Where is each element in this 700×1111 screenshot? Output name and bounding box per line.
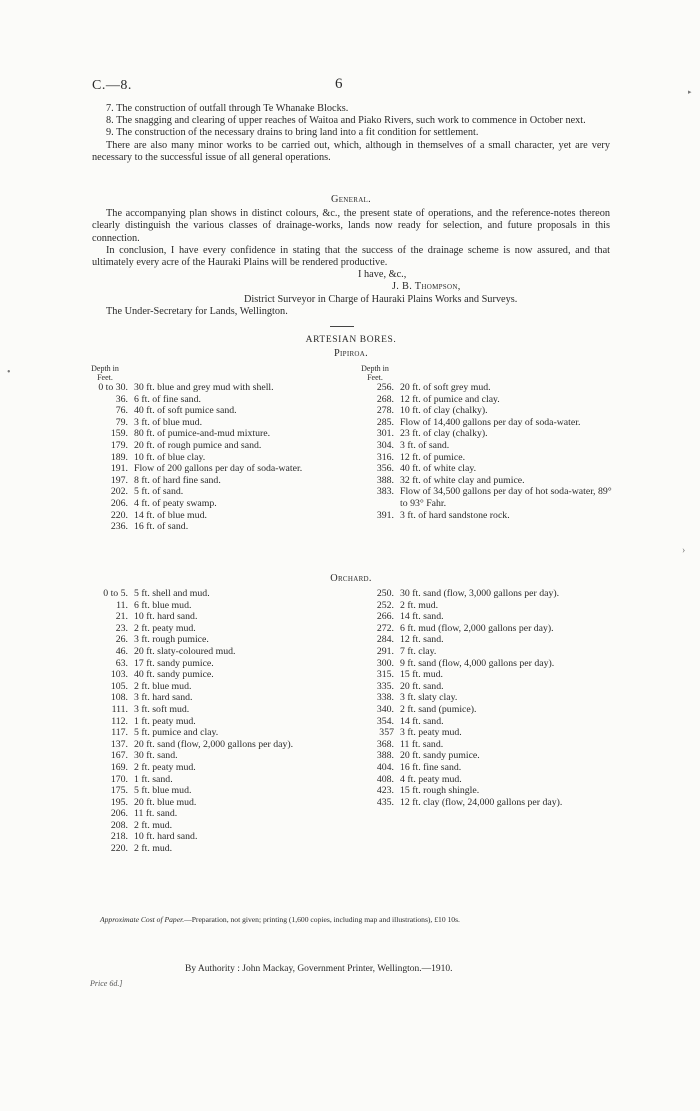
cost-of-paper bbox=[100, 915, 460, 924]
stratum-description: 2 ft. peaty mud. bbox=[134, 622, 196, 634]
bore-log-row bbox=[356, 646, 612, 658]
depth-value: 236. bbox=[110, 521, 128, 533]
stratum-description: 6 ft. blue mud. bbox=[134, 599, 192, 611]
stratum-description: 1 ft. peaty mud. bbox=[134, 715, 196, 727]
stratum-description: 30 ft. sand. bbox=[134, 750, 178, 762]
depth-value: 368. bbox=[376, 738, 394, 750]
depth-value: 159. bbox=[110, 428, 128, 440]
depth-value: 423. bbox=[376, 785, 394, 797]
stratum-description: 23 ft. of clay (chalky). bbox=[400, 428, 488, 440]
price-note: Price 6d.] bbox=[90, 979, 123, 988]
bore-log-row bbox=[82, 486, 344, 498]
bore-log-row bbox=[356, 394, 612, 406]
depth-value: 36. bbox=[115, 393, 128, 405]
depth-value: 388. bbox=[376, 474, 394, 486]
depth-value: 191. bbox=[110, 463, 128, 475]
bore-log-row bbox=[356, 463, 612, 475]
stratum-description: 14 ft. of blue mud. bbox=[134, 509, 207, 521]
depth-value: 391. bbox=[376, 509, 394, 521]
stratum-description: 15 ft. mud. bbox=[400, 669, 443, 681]
depth-value: 169. bbox=[110, 761, 128, 773]
stratum-description: 2 ft. mud. bbox=[134, 843, 173, 855]
stratum-description: 2 ft. peaty mud. bbox=[134, 761, 196, 773]
bore-log-row bbox=[356, 774, 612, 786]
stratum-description: 3 ft. slaty clay. bbox=[400, 692, 458, 704]
stratum-description: 5 ft. shell and mud. bbox=[134, 588, 210, 599]
bore-log-row bbox=[82, 797, 344, 809]
bore-log-row bbox=[356, 600, 612, 612]
depth-value: 175. bbox=[110, 785, 128, 797]
stratum-description: 16 ft. of sand. bbox=[134, 521, 189, 533]
bore-log-row bbox=[82, 510, 344, 522]
bore-log-row bbox=[82, 727, 344, 739]
bore-log-row bbox=[82, 716, 344, 728]
depth-value: 356. bbox=[376, 463, 394, 475]
bore-log-row bbox=[82, 634, 344, 646]
stratum-description: 3 ft. of hard sandstone rock. bbox=[400, 509, 510, 521]
depth-value: 357 bbox=[379, 727, 394, 739]
depth-value: 220. bbox=[110, 509, 128, 521]
depth-value: 0 to 30. bbox=[98, 382, 128, 393]
report-reference: C.—8. bbox=[92, 78, 132, 93]
bore-log-row bbox=[356, 417, 612, 429]
stratum-description: 3 ft. hard sand. bbox=[134, 692, 193, 704]
stratum-description: 2 ft. mud. bbox=[400, 599, 439, 611]
artesian-heading: ARTESIAN BORES. bbox=[305, 335, 397, 345]
bore-log-row bbox=[356, 797, 612, 809]
bore-log-row bbox=[82, 463, 344, 475]
depth-value: 404. bbox=[376, 761, 394, 773]
works-list bbox=[92, 103, 610, 164]
scan-mark: ▸ bbox=[688, 88, 692, 96]
bore-log-row bbox=[356, 716, 612, 728]
bore-log-row bbox=[356, 727, 612, 739]
stratum-description: 3 ft. peaty mud. bbox=[400, 727, 462, 739]
bore-log-row bbox=[82, 428, 344, 440]
depth-value: 250. bbox=[376, 588, 394, 599]
stratum-description: 20 ft. sand (flow, 2,000 gallons per day). bbox=[134, 738, 294, 750]
stratum-description: 10 ft. hard sand. bbox=[134, 831, 198, 843]
stratum-description: 10 ft. of clay (chalky). bbox=[400, 405, 488, 417]
depth-value: 137. bbox=[110, 738, 128, 750]
bore-log-row bbox=[82, 750, 344, 762]
stratum-description: 6 ft. of fine sand. bbox=[134, 393, 201, 405]
depth-value: 167. bbox=[110, 750, 128, 762]
depth-value: 388. bbox=[376, 750, 394, 762]
bore-log-row bbox=[356, 750, 612, 762]
bore-log-row bbox=[356, 785, 612, 797]
depth-value: 11. bbox=[116, 599, 128, 611]
stratum-description: 5 ft. blue mud. bbox=[134, 785, 192, 797]
stratum-description: Flow of 34,500 gallons per day of hot soda-water, 89° to 93° Fahr. bbox=[400, 486, 612, 509]
depth-value: 220. bbox=[110, 843, 128, 855]
bore-log-row bbox=[82, 521, 344, 533]
stratum-description: 10 ft. of blue clay. bbox=[134, 451, 206, 463]
stratum-description: 14 ft. sand. bbox=[400, 611, 444, 623]
stratum-description: 3 ft. of sand. bbox=[400, 439, 450, 451]
stratum-description: 11 ft. sand. bbox=[400, 738, 444, 750]
bore-log-row bbox=[82, 600, 344, 612]
bore-log-row bbox=[356, 704, 612, 716]
stratum-description: 3 ft. of blue mud. bbox=[134, 416, 203, 428]
stratum-description: Flow of 200 gallons per day of soda-water. bbox=[134, 463, 303, 475]
bore-log-row bbox=[82, 588, 344, 600]
stratum-description: 9 ft. sand (flow, 4,000 gallons per day). bbox=[400, 657, 555, 669]
stratum-description: 11 ft. sand. bbox=[134, 808, 178, 820]
scan-mark: › bbox=[682, 545, 686, 556]
stratum-description: 12 ft. of pumice and clay. bbox=[400, 393, 500, 405]
stratum-description: 6 ft. mud (flow, 2,000 gallons per day). bbox=[400, 622, 554, 634]
stratum-description: 40 ft. sandy pumice. bbox=[134, 669, 214, 681]
stratum-description: 20 ft. of soft grey mud. bbox=[400, 382, 491, 393]
bore-log-row bbox=[356, 588, 612, 600]
depth-value: 338. bbox=[376, 692, 394, 704]
depth-value: 26. bbox=[115, 634, 128, 646]
stratum-description: 14 ft. sand. bbox=[400, 715, 444, 727]
orchard-right-column bbox=[356, 588, 612, 808]
depth-value: 340. bbox=[376, 703, 394, 715]
depth-column-header: Depth in Feet. bbox=[91, 364, 119, 382]
bore-log-row bbox=[82, 739, 344, 751]
bore-log-row bbox=[356, 692, 612, 704]
depth-value: 108. bbox=[110, 692, 128, 704]
bore-log-row bbox=[82, 394, 344, 406]
depth-value: 266. bbox=[376, 611, 394, 623]
bore-log-row bbox=[82, 452, 344, 464]
signoff-title: District Surveyor in Charge of Hauraki Plains Works and Surveys. bbox=[244, 293, 518, 305]
bore-log-row bbox=[82, 440, 344, 452]
depth-value: 76. bbox=[115, 405, 128, 417]
depth-value: 103. bbox=[110, 669, 128, 681]
stratum-description: 20 ft. sandy pumice. bbox=[400, 750, 480, 762]
depth-value: 202. bbox=[110, 486, 128, 498]
depth-value: 170. bbox=[110, 773, 128, 785]
pipiroa-right-column bbox=[356, 365, 612, 521]
list-item: 8. The snagging and clearing of upper reaches of Waitoa and Piako Rivers, such work to commence in October next. bbox=[106, 115, 586, 127]
stratum-description: 2 ft. mud. bbox=[134, 819, 173, 831]
stratum-description: 12 ft. of pumice. bbox=[400, 451, 466, 463]
pipiroa-left-column bbox=[82, 365, 344, 533]
scan-mark: • bbox=[7, 367, 11, 378]
depth-value: 46. bbox=[115, 645, 128, 657]
depth-value: 268. bbox=[376, 393, 394, 405]
depth-value: 316. bbox=[376, 451, 394, 463]
depth-value: 301. bbox=[376, 428, 394, 440]
depth-value: 117. bbox=[111, 727, 128, 739]
bore-log-row bbox=[356, 405, 612, 417]
cost-label: Approximate Cost of Paper. bbox=[100, 915, 185, 924]
depth-value: 63. bbox=[115, 657, 128, 669]
bore-log-row bbox=[356, 762, 612, 774]
stratum-description: 1 ft. sand. bbox=[134, 773, 173, 785]
depth-value: 285. bbox=[376, 416, 394, 428]
depth-value: 79. bbox=[115, 416, 128, 428]
depth-value: 189. bbox=[110, 451, 128, 463]
stratum-description: 12 ft. clay (flow, 24,000 gallons per day). bbox=[400, 796, 563, 808]
depth-value: 408. bbox=[376, 773, 394, 785]
bore-log-row bbox=[82, 669, 344, 681]
depth-value: 435. bbox=[376, 796, 394, 808]
bore-log-row bbox=[356, 669, 612, 681]
depth-value: 315. bbox=[376, 669, 394, 681]
list-item: 9. The construction of the necessary drains to bring land into a fit condition for settlement. bbox=[106, 127, 479, 139]
bore-log-row bbox=[82, 498, 344, 510]
bore-log-row bbox=[82, 785, 344, 797]
stratum-description: 10 ft. hard sand. bbox=[134, 611, 198, 623]
stratum-description: 80 ft. of pumice-and-mud mixture. bbox=[134, 428, 271, 440]
section-divider bbox=[330, 326, 354, 327]
depth-value: 383. bbox=[376, 486, 394, 498]
stratum-description: 12 ft. sand. bbox=[400, 634, 444, 646]
cost-text: —Preparation, not given; printing (1,600 copies, including map and illustrations), £10 10s. bbox=[184, 915, 460, 924]
depth-value: 284. bbox=[376, 634, 394, 646]
depth-value: 206. bbox=[110, 497, 128, 509]
depth-value: 304. bbox=[376, 439, 394, 451]
list-item: 7. The construction of outfall through Te Whanake Blocks. bbox=[106, 103, 349, 114]
bore-log-row bbox=[356, 658, 612, 670]
depth-value: 0 to 5. bbox=[103, 588, 128, 599]
signoff-closing: I have, &c., bbox=[358, 269, 407, 281]
general-paragraph: The accompanying plan shows in distinct colours, &c., the present state of operations, and the reference-notes thereon clearly distinguish the various classes of drainage-works, lands now ready for selection, and future proposals in this connection. bbox=[92, 208, 610, 244]
bore-log-row bbox=[356, 452, 612, 464]
depth-value: 197. bbox=[110, 474, 128, 486]
bore-log-row bbox=[82, 808, 344, 820]
signoff-addressee: The Under-Secretary for Lands, Wellington. bbox=[106, 305, 288, 317]
bore-log bbox=[356, 382, 612, 521]
general-heading: General. bbox=[330, 194, 372, 205]
stratum-description: 2 ft. sand (pumice). bbox=[400, 703, 477, 715]
general-section bbox=[92, 194, 610, 318]
bore-log-row bbox=[356, 623, 612, 635]
bore-log bbox=[82, 588, 344, 855]
orchard-left-column bbox=[82, 588, 344, 855]
stratum-description: 2 ft. blue mud. bbox=[134, 680, 192, 692]
bore-log bbox=[356, 588, 612, 808]
stratum-description: 7 ft. clay. bbox=[400, 645, 437, 657]
bore-log-row bbox=[356, 611, 612, 623]
bore-log-row bbox=[82, 611, 344, 623]
bore-log-row bbox=[82, 646, 344, 658]
depth-value: 256. bbox=[376, 382, 394, 393]
bore-log-row bbox=[356, 486, 612, 509]
stratum-description: 20 ft. slaty-coloured mud. bbox=[134, 645, 236, 657]
depth-value: 252. bbox=[376, 599, 394, 611]
printer-imprint: By Authority : John Mackay, Government Printer, Wellington.—1910. bbox=[185, 964, 453, 974]
bore-log-row bbox=[356, 440, 612, 452]
depth-value: 291. bbox=[376, 645, 394, 657]
stratum-description: 17 ft. sandy pumice. bbox=[134, 657, 214, 669]
bore-log-row bbox=[82, 382, 344, 394]
stratum-description: 8 ft. of hard fine sand. bbox=[134, 474, 221, 486]
bore-log-row bbox=[82, 405, 344, 417]
bore-log-row bbox=[82, 820, 344, 832]
depth-value: 179. bbox=[110, 439, 128, 451]
stratum-description: 20 ft. of rough pumice and sand. bbox=[134, 439, 262, 451]
stratum-description: 20 ft. sand. bbox=[400, 680, 444, 692]
stratum-description: 4 ft. of peaty swamp. bbox=[134, 497, 217, 509]
bore-log-row bbox=[82, 681, 344, 693]
depth-value: 111. bbox=[111, 703, 128, 715]
depth-value: 272. bbox=[376, 622, 394, 634]
bore-log-row bbox=[356, 739, 612, 751]
stratum-description: 32 ft. of white clay and pumice. bbox=[400, 474, 525, 486]
stratum-description: 30 ft. blue and grey mud with shell. bbox=[134, 382, 274, 393]
page-number: 6 bbox=[335, 76, 343, 92]
bore-log-row bbox=[356, 634, 612, 646]
stratum-description: 20 ft. blue mud. bbox=[134, 796, 197, 808]
stratum-description: 40 ft. of soft pumice sand. bbox=[134, 405, 237, 417]
depth-value: 278. bbox=[376, 405, 394, 417]
depth-value: 21. bbox=[115, 611, 128, 623]
bore-log-row bbox=[356, 510, 612, 522]
bore-log-row bbox=[82, 831, 344, 843]
depth-value: 105. bbox=[110, 680, 128, 692]
bore-log-row bbox=[356, 382, 612, 394]
stratum-description: 3 ft. soft mud. bbox=[134, 703, 190, 715]
general-paragraph: In conclusion, I have every confidence in stating that the success of the drainage scheme is now assured, and that ultimately every acre of the Hauraki Plains will be rendered productive. bbox=[92, 244, 610, 269]
stratum-description: 5 ft. of sand. bbox=[134, 486, 184, 498]
pipiroa-heading: Pipiroa. bbox=[333, 348, 369, 359]
orchard-heading: Orchard. bbox=[330, 573, 372, 584]
depth-value: 208. bbox=[110, 819, 128, 831]
bore-log-row bbox=[356, 681, 612, 693]
depth-value: 195. bbox=[110, 796, 128, 808]
depth-column-header: Depth in Feet. bbox=[361, 364, 389, 382]
depth-value: 300. bbox=[376, 657, 394, 669]
stratum-description: 40 ft. of white clay. bbox=[400, 463, 477, 475]
stratum-description: 3 ft. rough pumice. bbox=[134, 634, 209, 646]
depth-value: 335. bbox=[376, 680, 394, 692]
bore-log-row bbox=[82, 774, 344, 786]
stratum-description: 30 ft. sand (flow, 3,000 gallons per day). bbox=[400, 588, 560, 599]
stratum-description: 15 ft. rough shingle. bbox=[400, 785, 480, 797]
signoff-name: J. B. Thompson, bbox=[392, 281, 461, 293]
bore-log-row bbox=[82, 623, 344, 635]
bore-log-row bbox=[82, 704, 344, 716]
stratum-description: 4 ft. peaty mud. bbox=[400, 773, 462, 785]
bore-log-row bbox=[82, 475, 344, 487]
stratum-description: 16 ft. fine sand. bbox=[400, 761, 462, 773]
stratum-description: Flow of 14,400 gallons per day of soda-water. bbox=[400, 416, 581, 428]
bore-log-row bbox=[82, 843, 344, 855]
bore-log-row bbox=[82, 658, 344, 670]
depth-value: 112. bbox=[111, 715, 128, 727]
depth-value: 354. bbox=[376, 715, 394, 727]
bore-log bbox=[82, 382, 344, 533]
list-item: There are also many minor works to be carried out, which, although in themselves of a small character, yet are very necessary to the successful issue of all general operations. bbox=[92, 139, 610, 163]
stratum-description: 5 ft. pumice and clay. bbox=[134, 727, 219, 739]
bore-log-row bbox=[356, 475, 612, 487]
depth-value: 23. bbox=[115, 622, 128, 634]
bore-log-row bbox=[82, 692, 344, 704]
bore-log-row bbox=[82, 762, 344, 774]
depth-value: 218. bbox=[110, 831, 128, 843]
depth-value: 206. bbox=[110, 808, 128, 820]
bore-log-row bbox=[82, 417, 344, 429]
bore-log-row bbox=[356, 428, 612, 440]
